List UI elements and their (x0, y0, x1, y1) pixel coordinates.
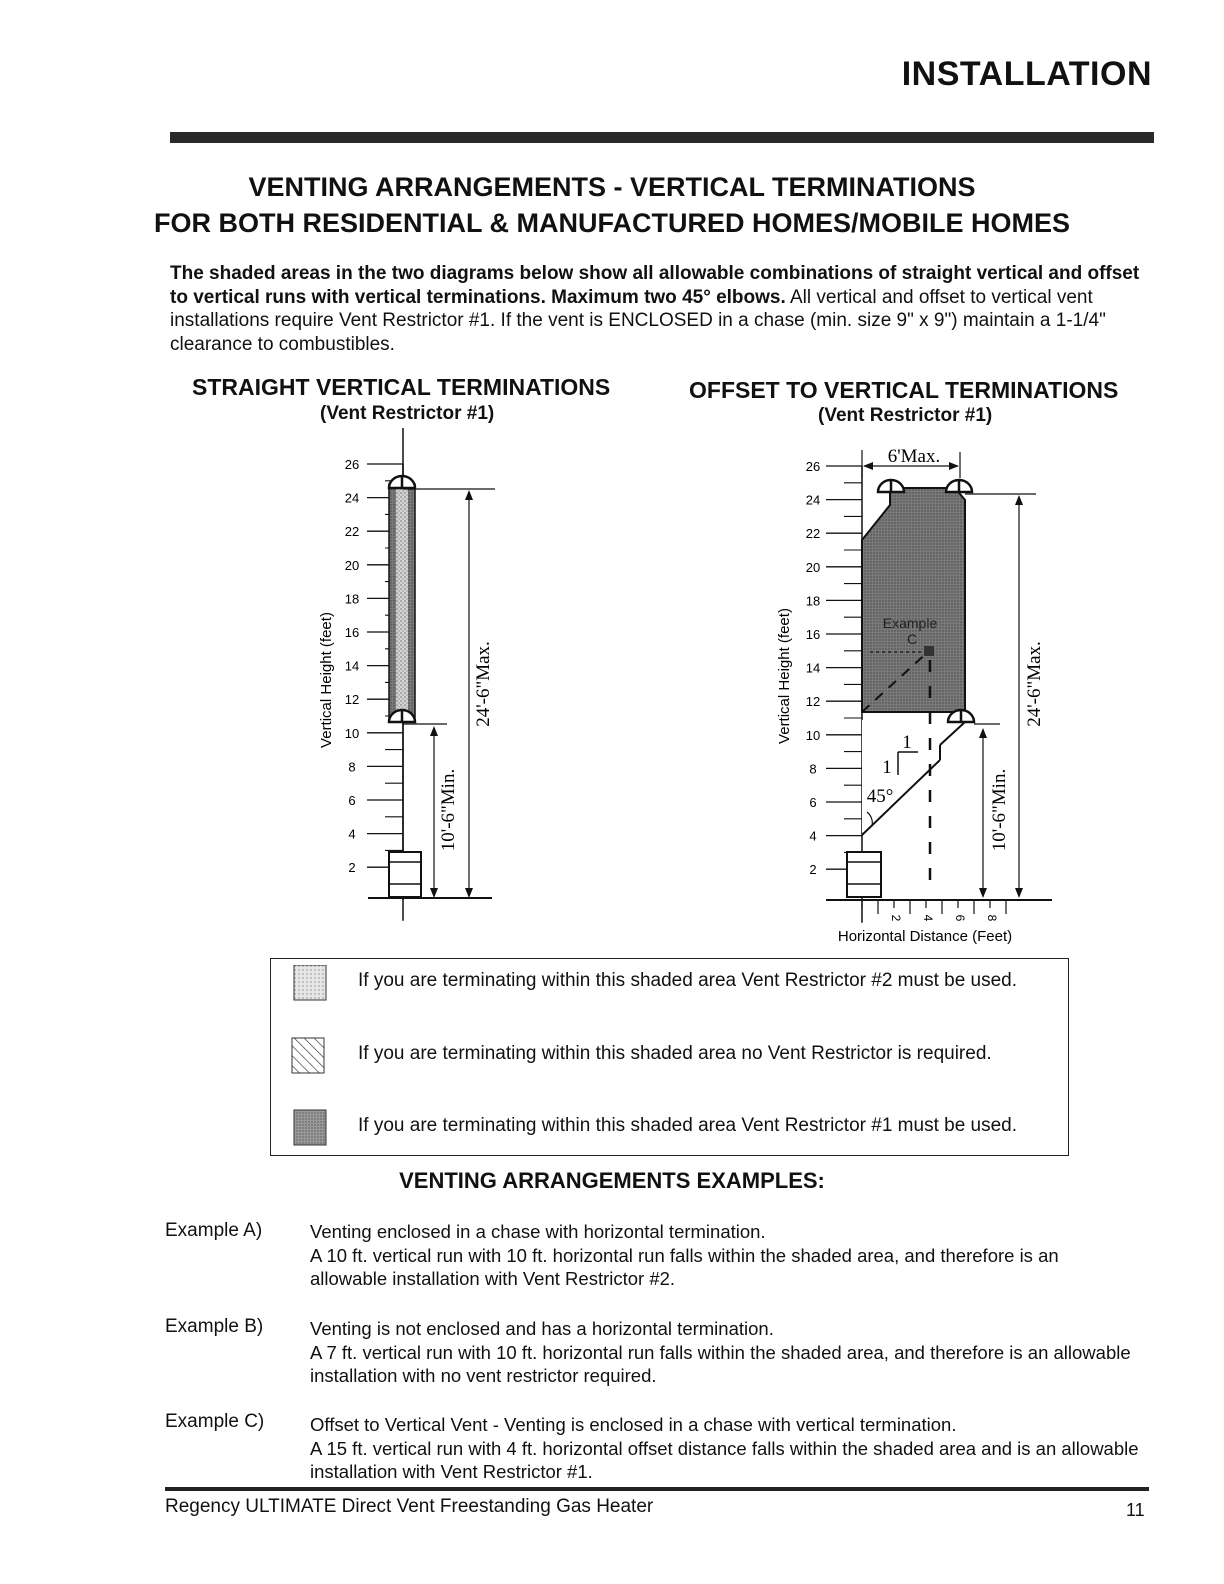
footer-rule (165, 1487, 1149, 1491)
slope-rise-label: 1 (882, 757, 892, 778)
example-a-label: Example A) (165, 1220, 263, 1241)
left-min-label: 10'-6"Min. (438, 768, 459, 852)
left-y-tick-label-22: 22 (344, 524, 360, 540)
left-y-tick-label-24: 24 (344, 490, 360, 506)
right-y-axis-label: Vertical Height (feet) (776, 608, 793, 744)
angle-label: 45° (866, 786, 894, 807)
right-diagram-title: OFFSET TO VERTICAL TERMINATIONS (689, 377, 1119, 403)
examples-heading: VENTING ARRANGEMENTS EXAMPLES: (399, 1168, 825, 1193)
offset-max-label: 6'Max. (887, 446, 941, 467)
legend-item-3: If you are terminating within this shaded area Vent Restrictor #1 must be used. (358, 1115, 1018, 1136)
right-x-ticks (862, 900, 1006, 922)
left-y-tick-label-12: 12 (344, 692, 360, 708)
right-min-label: 10'-6"Min. (989, 768, 1010, 852)
left-y-tick-label-18: 18 (344, 591, 360, 607)
right-y-tick-label-20: 20 (805, 559, 821, 575)
left-y-tick-label-8: 8 (348, 759, 356, 775)
legend-item-1: If you are terminating within this shaded area Vent Restrictor #2 must be used. (358, 970, 1018, 991)
right-y-tick-label-24: 24 (805, 492, 821, 508)
example-b-line2: A 7 ft. vertical run with 10 ft. horizontal run falls within the shaded area, and therefore is an allowable installation with no vent restrictor required. (310, 1341, 1131, 1386)
footer-title: Regency ULTIMATE Direct Vent Freestanding Gas Heater (165, 1496, 654, 1517)
right-x-axis-label: Horizontal Distance (Feet) (837, 928, 1013, 945)
right-diagram-subtitle: (Vent Restrictor #1) (818, 405, 993, 426)
right-x-tick-label-8: 8 (985, 914, 999, 922)
right-x-tick-label-4: 4 (921, 914, 935, 922)
intro-bold-text: The shaded areas in the two diagrams below show all allowable combinations of straight vertical and offset to vertical runs with vertical terminations. Maximum two 45° elbows. (170, 263, 1140, 308)
right-max-label: 24'-6"Max. (1024, 641, 1045, 727)
legend-swatch-restrictor-1 (294, 1110, 326, 1145)
left-max-label: 24'-6"Max. (473, 641, 494, 727)
example-c-line2: A 15 ft. vertical run with 4 ft. horizontal offset distance falls within the shaded area and is an allowable installation with Vent Restrictor #1. (310, 1437, 1139, 1482)
right-y-tick-label-26: 26 (805, 459, 821, 474)
right-y-tick-label-8: 8 (809, 761, 817, 777)
legend-swatch-no-restrictor (292, 1038, 324, 1073)
right-diagram (776, 446, 1052, 945)
example-a-line2: A 10 ft. vertical run with 10 ft. horizontal run falls within the shaded area, and therefore is an allowable installation with Vent Restrictor #2. (310, 1244, 1059, 1289)
right-y-tick-label-22: 22 (805, 526, 821, 542)
legend-item-2: If you are terminating within this shaded area no Vent Restrictor is required. (358, 1043, 992, 1064)
right-heater-base (847, 852, 881, 897)
right-y-tick-label-14: 14 (805, 660, 821, 676)
example-a-text (310, 1220, 1140, 1291)
legend-swatches (290, 965, 330, 1147)
left-diagram-title: STRAIGHT VERTICAL TERMINATIONS (192, 374, 611, 400)
right-y-tick-label-12: 12 (805, 694, 821, 710)
main-title-line1: VENTING ARRANGEMENTS - VERTICAL TERMINATIONS (248, 172, 976, 202)
left-heater-base (389, 852, 421, 897)
right-y-tick-label-2: 2 (809, 862, 817, 878)
main-title-line2: FOR BOTH RESIDENTIAL & MANUFACTURED HOMES/MOBILE HOMES (153, 208, 1070, 238)
example-c-text (310, 1413, 1140, 1484)
example-c-line1: Offset to Vertical Vent - Venting is enclosed in a chase with vertical termination. (310, 1414, 957, 1435)
right-x-tick-label-6: 6 (953, 914, 967, 922)
left-diagram (318, 428, 495, 921)
left-y-tick-label-26: 26 (344, 457, 360, 472)
page-header-title: INSTALLATION (901, 55, 1152, 93)
right-x-tick-label-2: 2 (889, 914, 903, 922)
intro-normal-text: All vertical and offset to vertical vent installations require Vent Restrictor #1. If the vent is ENCLOSED in a chase (min. size 9" x 9") maintain a 1-1/4" clearance to combustibles. (170, 286, 1106, 355)
left-y-tick-label-4: 4 (348, 826, 356, 842)
example-c-label-2: C (906, 631, 918, 647)
left-shaded-column-light (396, 484, 408, 722)
right-y-tick-label-10: 10 (805, 727, 821, 743)
left-y-tick-label-16: 16 (344, 625, 360, 640)
example-b-line1: Venting is not enclosed and has a horizontal termination. (310, 1318, 774, 1339)
left-y-tick-label-2: 2 (348, 860, 356, 876)
example-c-label-1: Example (882, 615, 938, 631)
slope-run-label: 1 (902, 732, 912, 753)
left-y-axis-label: Vertical Height (feet) (318, 612, 335, 748)
example-c-label: Example C) (165, 1411, 265, 1432)
left-y-tick-label-20: 20 (344, 557, 360, 573)
left-diagram-subtitle: (Vent Restrictor #1) (320, 403, 495, 424)
right-y-tick-label-4: 4 (809, 828, 817, 844)
right-y-tick-label-6: 6 (809, 795, 817, 810)
left-y-tick-label-14: 14 (344, 658, 360, 674)
example-b-text (310, 1317, 1140, 1388)
right-shaded-region (862, 488, 965, 712)
example-b-label: Example B) (165, 1316, 264, 1337)
page-number: 11 (1126, 1500, 1145, 1520)
example-a-line1: Venting enclosed in a chase with horizontal termination. (310, 1221, 766, 1242)
right-y-tick-label-16: 16 (805, 627, 821, 642)
right-y-tick-label-18: 18 (805, 593, 821, 609)
legend-swatch-restrictor-2 (294, 965, 326, 1000)
left-y-tick-label-6: 6 (348, 793, 356, 808)
left-y-tick-label-10: 10 (344, 725, 360, 741)
